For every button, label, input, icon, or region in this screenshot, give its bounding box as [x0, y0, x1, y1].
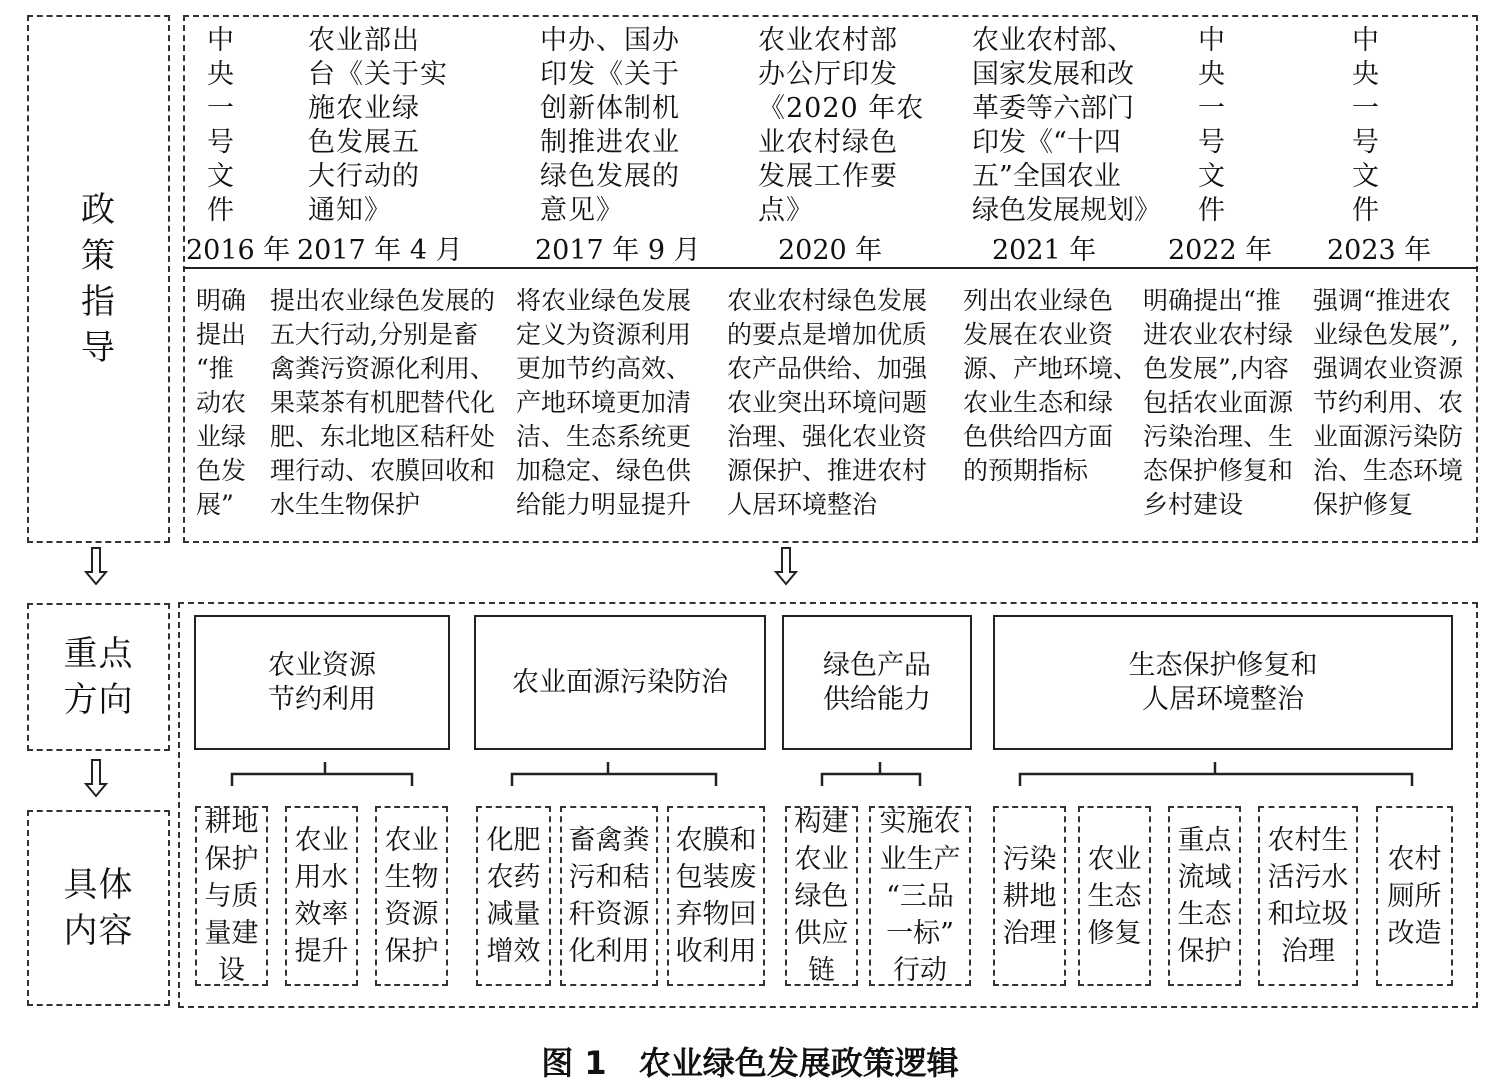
- content-item: 实施农 业生产 “三品 一标” 行动: [869, 806, 971, 986]
- year-2017-04: 2017 年 4 月: [297, 235, 463, 266]
- label-char: 策: [81, 236, 116, 276]
- policy-desc-2017-09: 将农业绿色发展 定义为资源利用 更加节约高效、 产地环境更加清 洁、生态系统更 加稳定、绿色供 给能力明显提升: [516, 286, 692, 519]
- year-2021: 2021 年: [992, 235, 1097, 266]
- direction-eco-restoration: 生态保护修复和 人居环境整治: [993, 615, 1453, 750]
- bracket-resource-saving: [232, 762, 412, 786]
- policy-desc-2022: 明确提出“推 进农业农村绿 色发展”,内容 包括农业面源 污染治理、生 态保护修复和 乡村建设: [1143, 286, 1294, 519]
- policy-doc-2020: 农业农村部 办公厅印发 《2020 年农 业农村绿色 发展工作要 点》: [758, 25, 925, 226]
- content-item: 重点 流域 生态 保护: [1168, 806, 1241, 986]
- content-item: 农业 生态 修复: [1078, 806, 1151, 986]
- year-2016: 2016 年: [186, 235, 291, 266]
- content-item: 畜禽粪 污和秸 秆资源 化利用: [560, 806, 658, 986]
- content-item: 化肥 农药 减量 增效: [476, 806, 551, 986]
- policy-doc-2017-04: 农业部出 台《关于实 施农业绿 色发展五 大行动的 通知》: [308, 25, 448, 226]
- content-item: 农村生 活污水 和垃圾 治理: [1258, 806, 1358, 986]
- policy-doc-2022: 中 央 一 号 文 件: [1198, 25, 1226, 226]
- label-line: 方向: [63, 680, 134, 720]
- policy-doc-2017-09: 中办、国办 印发《关于 创新体制机 制推进农业 绿色发展的 意见》: [540, 25, 680, 226]
- policy-doc-2021: 农业农村部、 国家发展和改 革委等六部门 印发《“十四 五”全国农业 绿色发展规划》: [972, 25, 1161, 226]
- content-item: 耕地 保护 与质 量建 设: [195, 806, 268, 986]
- label-char: 指: [81, 282, 116, 322]
- label-line: 内容: [63, 911, 134, 951]
- year-2023: 2023 年: [1327, 235, 1432, 266]
- policy-desc-2016: 明确 提出 “推 动农 业绿 色发 展”: [196, 286, 247, 519]
- policy-desc-2023: 强调“推进农 业绿色发展”, 强调农业资源 节约利用、农 业面源污染防 治、生态环境 保护修复: [1313, 286, 1464, 519]
- year-2017-09: 2017 年 9 月: [535, 235, 701, 266]
- policy-desc-2021: 列出农业绿色 发展在农业资 源、产地环境、 农业生态和绿 色供给四方面 的预期指标: [963, 286, 1139, 485]
- policy-desc-2020: 农业农村绿色发展 的要点是增加优质 农产品供给、加强 农业突出环境问题 治理、强化农业资 源保护、推进农村 人居环境整治: [727, 286, 928, 519]
- direction-resource-saving: 农业资源 节约利用: [194, 615, 450, 750]
- label-char: 政: [81, 190, 116, 230]
- policy-doc-2023: 中 央 一 号 文 件: [1352, 25, 1380, 226]
- bracket-pollution-control: [512, 762, 716, 786]
- down-arrow-icon: [86, 548, 106, 584]
- down-arrow-icon: [86, 760, 106, 796]
- policy-doc-2016: 中 央 一 号 文 件: [207, 25, 235, 226]
- label-line: 重点: [63, 634, 134, 674]
- content-item: 农业 生物 资源 保护: [375, 806, 448, 986]
- down-arrow-icon: [776, 548, 796, 584]
- content-item: 农业 用水 效率 提升: [285, 806, 358, 986]
- bracket-green-supply: [822, 762, 920, 786]
- label-char: 导: [81, 328, 116, 368]
- label-line: 具体: [63, 865, 134, 905]
- direction-green-supply: 绿色产品 供给能力: [782, 615, 972, 750]
- direction-pollution-control: 农业面源污染防治: [474, 615, 766, 750]
- content-item: 构建 农业 绿色 供应 链: [785, 806, 858, 986]
- content-item: 污染 耕地 治理: [993, 806, 1066, 986]
- figure-caption: 图 1 农业绿色发展政策逻辑: [541, 1044, 959, 1082]
- content-item: 农膜和 包装废 弃物回 收利用: [667, 806, 765, 986]
- content-item: 农村 厕所 改造: [1376, 806, 1453, 986]
- year-2020: 2020 年: [778, 235, 883, 266]
- year-2022: 2022 年: [1168, 235, 1273, 266]
- policy-desc-2017-04: 提出农业绿色发展的 五大行动,分别是畜 禽粪污资源化利用、 果菜茶有机肥替代化 肥、东北地区秸秆处 理行动、农膜回收和 水生生物保护: [270, 286, 496, 519]
- bracket-eco-restoration: [1020, 762, 1412, 786]
